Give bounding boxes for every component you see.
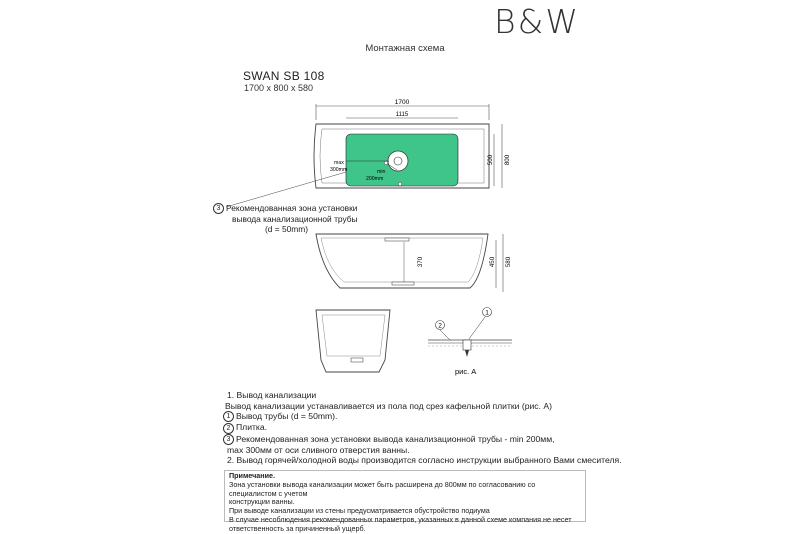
zone-callout <box>213 203 358 234</box>
callout-line-2: вывода канализационной трубы <box>232 214 358 225</box>
note-item <box>227 455 622 466</box>
product-model: SWAN SB 108 <box>243 69 325 83</box>
end-view <box>316 310 390 372</box>
installation-notes <box>227 390 622 466</box>
dim-500-label: 500 <box>487 154 494 166</box>
notice-line: конструкции ванны. <box>229 497 295 507</box>
dim-800-label: 800 <box>504 154 511 166</box>
note-text: Рекомендованная зона установки вывода канализационной трубы - min 200мм, <box>236 433 555 444</box>
note-text: Плитка. <box>236 422 268 433</box>
max-value: 300mm <box>330 167 348 173</box>
top-view <box>226 99 511 207</box>
detail-marker-1: 1 <box>485 309 489 317</box>
callout-number: 3 <box>213 203 224 214</box>
callout-line-1: Рекомендованная зона установки <box>226 203 358 213</box>
dim-1115-label: 1115 <box>395 112 409 118</box>
note-text: Вывод трубы (d = 50mm). <box>236 411 338 422</box>
dim-370-label: 370 <box>417 256 424 268</box>
note-number: 2 <box>223 423 234 434</box>
note-item <box>223 434 622 445</box>
brand-logo: B&W <box>494 2 580 41</box>
note-number: 1 <box>223 411 234 422</box>
note-item <box>227 445 622 456</box>
zone-leader-line <box>226 172 346 207</box>
notice-line: При выводе канализации из стены предусматривается обустройство подиума <box>229 506 490 516</box>
notice-line: ответственность за причиненный ущерб. <box>229 523 366 533</box>
drain-pipe-icon <box>463 340 471 350</box>
note-number: 3 <box>223 434 234 445</box>
min-label: min <box>377 169 386 175</box>
dim-1700-label: 1700 <box>394 99 410 106</box>
side-view <box>316 234 512 292</box>
page-title: Монтажная схема <box>365 43 445 54</box>
tub-outline-end <box>316 310 390 372</box>
note-text: 1. Вывод канализации <box>227 390 317 400</box>
dim-580-label: 580 <box>505 256 512 268</box>
max-label: max <box>334 160 344 166</box>
note-item <box>225 401 622 412</box>
dim-450-label: 450 <box>489 256 496 268</box>
note-text: 2. Вывод горячей/холодной воды производится согласно инструкции выбранного Вами смесителя. <box>227 455 622 466</box>
notice-line: Зона установки вывода канализации может быть расширена до 800мм по согласованию со специалистом с учетом <box>229 479 536 498</box>
notice-box <box>224 470 586 533</box>
notice-line: В случае несоблюдения рекомендованных параметров, указанных в данной схеме компания не несет <box>229 514 572 524</box>
notice-heading: Примечание. <box>229 471 276 480</box>
callout-line-3: (d = 50mm) <box>265 224 309 235</box>
product-dimensions: 1700 x 800 x 580 <box>244 83 314 93</box>
fig-a-label: рис. А <box>455 367 477 376</box>
note-item <box>223 411 622 422</box>
detail-a <box>428 308 512 377</box>
min-value: 200mm <box>366 176 384 182</box>
detail-marker-2: 2 <box>438 322 442 330</box>
note-text: max 300мм от оси сливного отверстия ванны. <box>227 444 410 455</box>
note-text: Вывод канализации устанавливается из пола под срез кафельной плитки (рис. А) <box>225 400 552 411</box>
note-item <box>227 390 622 401</box>
note-item <box>223 422 622 433</box>
drain-inner-icon <box>394 157 402 165</box>
